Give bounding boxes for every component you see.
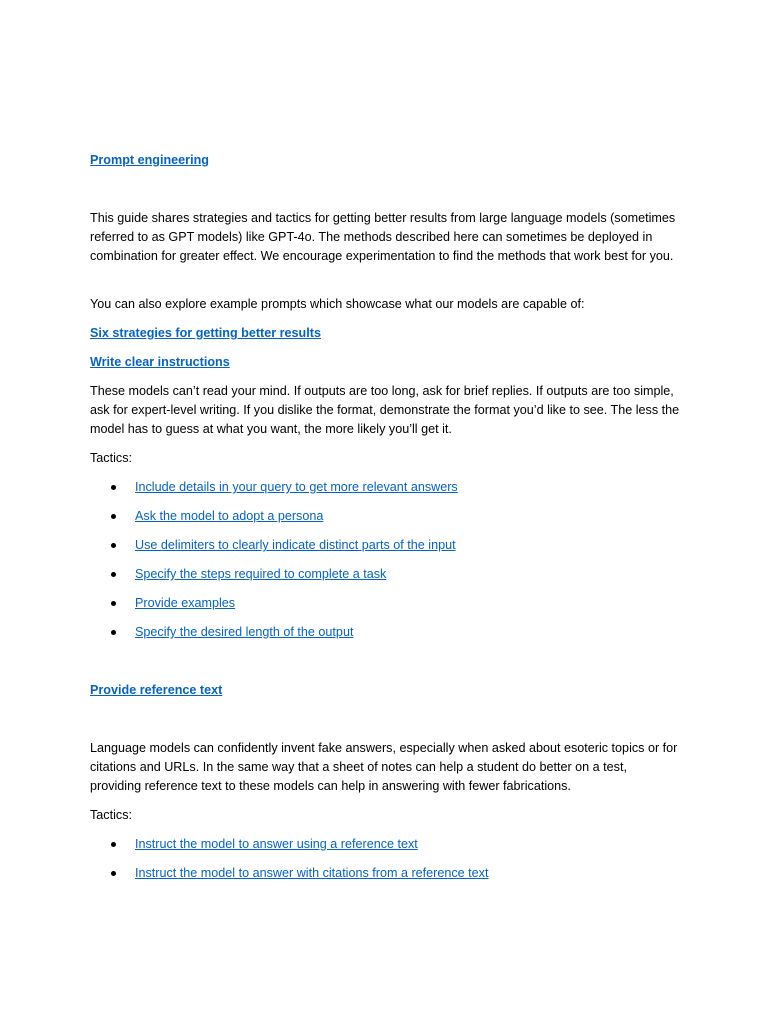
list-item (90, 835, 680, 864)
tactic-link[interactable]: Specify the steps required to complete a task (135, 567, 387, 581)
six-strategies-link[interactable]: Six strategies for getting better results (90, 326, 321, 340)
bullet-icon (111, 572, 116, 577)
list-item (90, 864, 680, 893)
bullet-icon (111, 842, 116, 847)
write-clear-instructions-link[interactable]: Write clear instructions (90, 355, 230, 369)
section1-tactics-list (90, 478, 680, 652)
tactic-link[interactable]: Ask the model to adopt a persona (135, 509, 324, 523)
tactic-link[interactable]: Include details in your query to get more relevant answers (135, 480, 458, 494)
bullet-icon (111, 630, 116, 635)
list-item (90, 478, 680, 507)
tactic-link[interactable]: Specify the desired length of the output (135, 625, 354, 639)
section1-body: These models can’t read your mind. If outputs are too long, ask for brief replies. If outputs are too simple, ask for expert-level writing. If you dislike the format, demonstrate the format you’d like to see. The less the model has to guess at what you want, the more likely you’ll get it. (90, 384, 680, 436)
tactic-link[interactable]: Instruct the model to answer using a reference text (135, 837, 418, 851)
list-item (90, 507, 680, 536)
provide-reference-text-link[interactable]: Provide reference text (90, 683, 223, 697)
tactic-link[interactable]: Use delimiters to clearly indicate distinct parts of the input (135, 538, 456, 552)
bullet-icon (111, 514, 116, 519)
section2-body: Language models can confidently invent fake answers, especially when asked about esoteric topics or for citations and URLs. In the same way that a sheet of notes can help a student do better on a test, providing reference text to these models can help in answering with fewer fabrications. (90, 741, 678, 793)
list-item (90, 565, 680, 594)
bullet-icon (111, 871, 116, 876)
explore-paragraph: You can also explore example prompts which showcase what our models are capable of: (90, 297, 585, 311)
section2-tactics-label: Tactics: (90, 808, 132, 822)
section2-tactics-list (90, 835, 680, 893)
tactic-link[interactable]: Provide examples (135, 596, 236, 610)
list-item (90, 623, 680, 652)
section1-tactics-label: Tactics: (90, 451, 132, 465)
list-item (90, 594, 680, 623)
intro-paragraph: This guide shares strategies and tactics for getting better results from large language models (sometimes referred to as GPT models) like GPT-4o. The methods described here can sometimes be deployed in combination for greater effect. We encourage experimentation to find the methods that work best for you. (90, 211, 676, 263)
bullet-icon (111, 485, 116, 490)
bullet-icon (111, 601, 116, 606)
title-link[interactable]: Prompt engineering (90, 153, 209, 167)
bullet-icon (111, 543, 116, 548)
list-item (90, 536, 680, 565)
tactic-link[interactable]: Instruct the model to answer with citations from a reference text (135, 866, 489, 880)
